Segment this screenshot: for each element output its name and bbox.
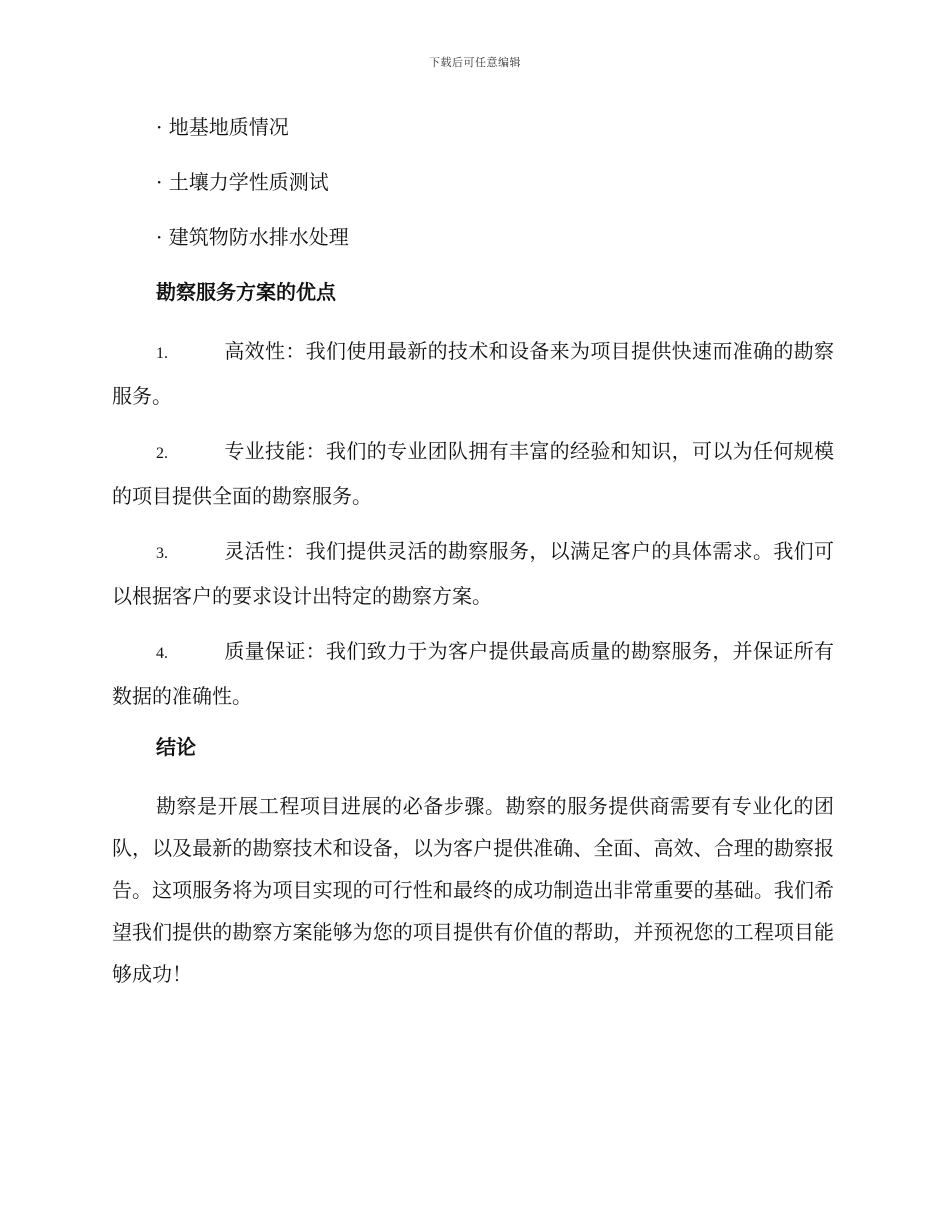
item-number: 1.	[156, 345, 168, 362]
item-number: 2.	[156, 445, 168, 462]
conclusion-paragraph: 勘察是开展工程项目进展的必备步骤。勘察的服务提供商需要有专业化的团队，以及最新的勘察技术和设备，以为客户提供准确、全面、高效、合理的勘察报告。这项服务将为项目实现的可行性和最终的成功制造出非常重要的基础。我们希望我们提供的勘察方案能够为您的项目提供有价值的帮助，并预祝您的工程项目能够成功！	[112, 794, 834, 986]
item-number: 3.	[156, 545, 168, 562]
advantage-item	[112, 330, 834, 417]
bullet-item: · 土壤力学性质测试	[156, 170, 329, 194]
page-header-note: 下载后可任意编辑	[429, 56, 521, 69]
item-text: 质量保证：我们致力于为客户提供最高质量的勘察服务，并保证所有数据的准确性。	[112, 639, 834, 708]
section-heading-conclusion: 结论	[156, 735, 196, 759]
item-text: 高效性：我们使用最新的技术和设备来为项目提供快速而准确的勘察服务。	[112, 339, 834, 408]
bullet-item: · 地基地质情况	[156, 115, 289, 139]
advantage-item	[112, 530, 834, 617]
section-heading-advantages: 勘察服务方案的优点	[156, 280, 336, 304]
item-text: 专业技能：我们的专业团队拥有丰富的经验和知识，可以为任何规模的项目提供全面的勘察服务。	[112, 439, 834, 508]
item-number: 4.	[156, 645, 168, 662]
advantage-item	[112, 430, 834, 517]
advantage-item	[112, 630, 834, 717]
document-body	[112, 110, 834, 995]
bullet-item: · 建筑物防水排水处理	[156, 225, 349, 249]
item-text: 灵活性：我们提供灵活的勘察服务，以满足客户的具体需求。我们可以根据客户的要求设计出特定的勘察方案。	[112, 539, 834, 608]
